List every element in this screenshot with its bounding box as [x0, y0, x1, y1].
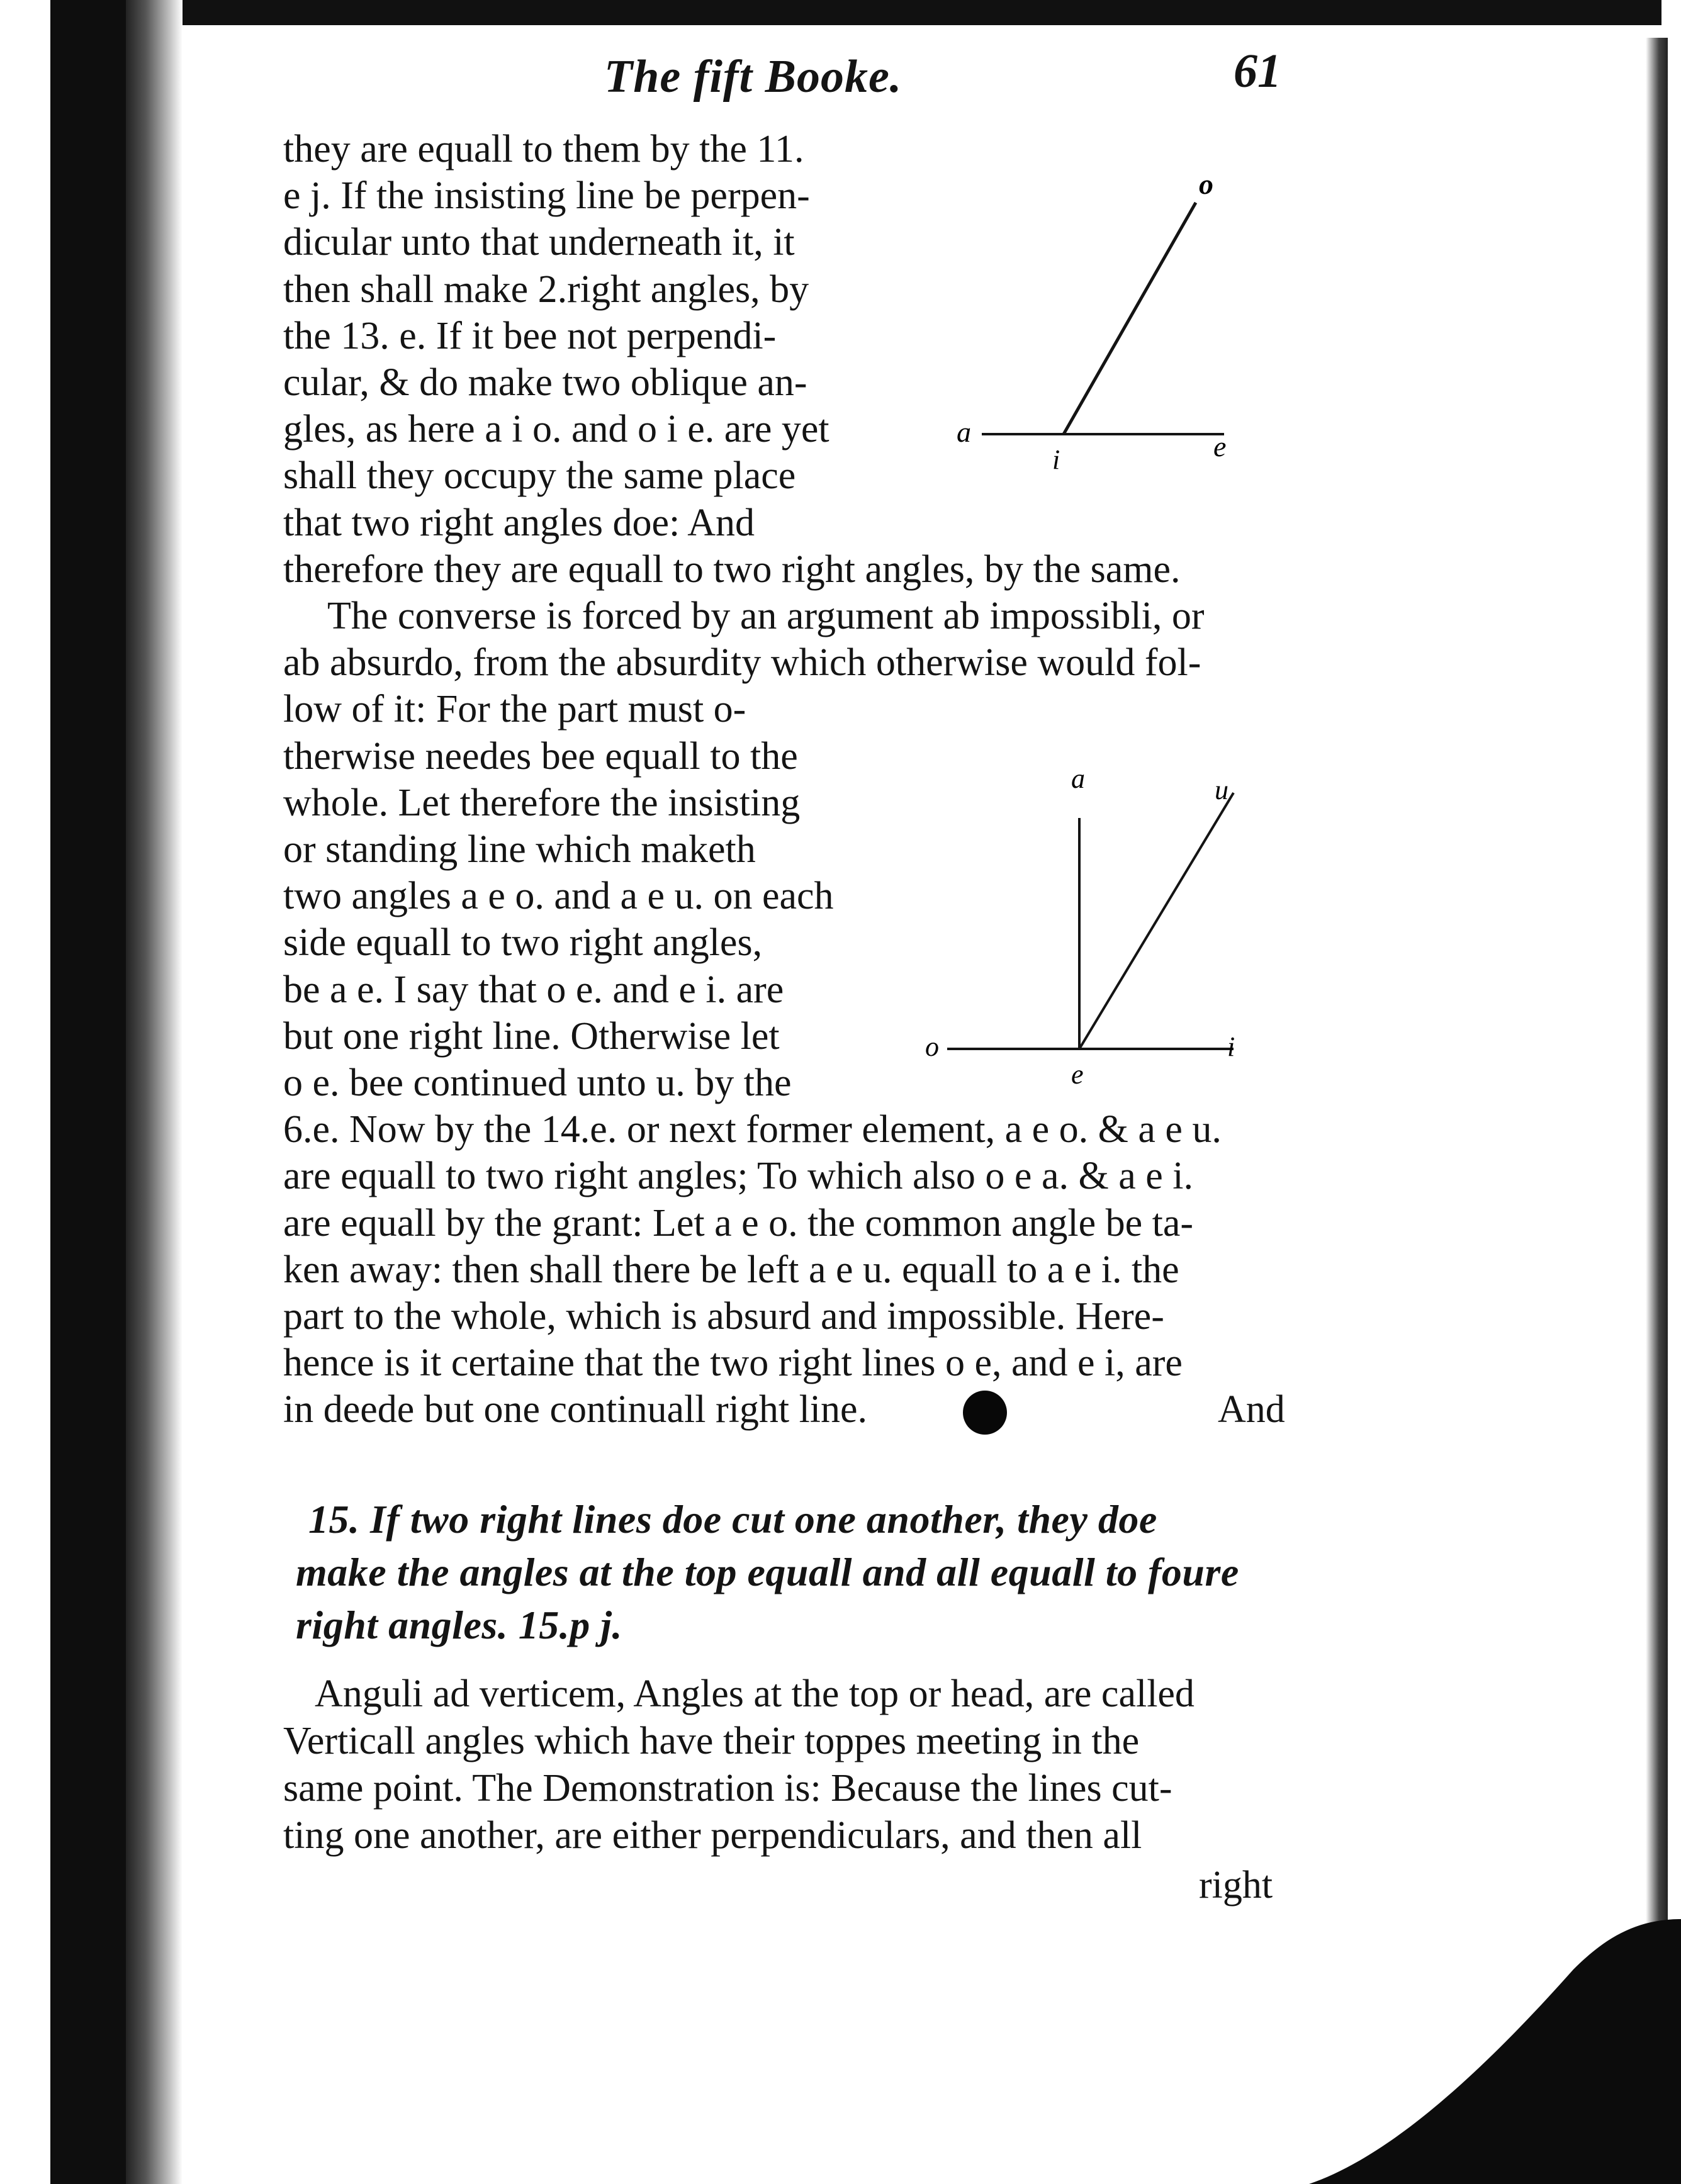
figure-2-label-u: u [1215, 775, 1228, 805]
text-line: the 13. e. If it bee not perpendi- [283, 314, 777, 357]
text-line: then shall make 2.right angles, by [283, 267, 809, 311]
scan-edge-left [50, 0, 126, 2184]
figure-1-label-a: a [957, 416, 971, 448]
figure-1-label-o: o [1199, 168, 1213, 200]
text-line: And [1218, 1388, 1285, 1431]
text-line: low of it: For the part must o- [283, 688, 746, 731]
text-line: e j. If the insisting line be perpen- [283, 174, 810, 218]
text-line: dicular unto that underneath it, it [283, 221, 795, 264]
proposition-line: make the angles at the top equall and all equall to foure [296, 1550, 1239, 1594]
text-line: are equall by the grant: Let a e o. the common angle be ta- [283, 1201, 1194, 1245]
text-line: are equall to two right angles; To which also o e a. & a e i. [283, 1155, 1193, 1198]
text-line: that two right angles doe: And [283, 501, 755, 544]
text-line: shall they occupy the same place [283, 454, 796, 498]
running-head: The fift Booke. [604, 51, 902, 103]
text-line: The converse is forced by an argument ab impossibli, or [327, 595, 1205, 637]
scan-edge-right [1646, 38, 1668, 2114]
figure-2-label-o: o [925, 1031, 939, 1062]
corner-shadow [1309, 1919, 1681, 2184]
figure-1-label-e: e [1213, 430, 1227, 462]
figure-2 [906, 755, 1309, 1095]
text-line: whole. Let therefore the insisting [283, 781, 801, 824]
figure-1-label-i: i [1052, 444, 1060, 475]
page-number: 61 [1234, 45, 1281, 98]
proposition-line: right angles. 15.p j. [296, 1603, 623, 1647]
text-line: or standing line which maketh [283, 828, 756, 871]
commentary-line: ting one another, are either perpendiculars, and then all [283, 1814, 1142, 1857]
text-line: therwise needes bee equall to the [283, 734, 798, 778]
text-line: in deede but one continuall right line. [283, 1388, 868, 1431]
text-line: but one right line. Otherwise let [283, 1014, 780, 1058]
text-line: they are equall to them by the 11. [283, 128, 804, 171]
commentary-line: right [1199, 1864, 1273, 1907]
ink-blot [963, 1391, 1007, 1435]
proposition-line: 15. If two right lines doe cut one another, they doe [308, 1497, 1157, 1542]
text-line: two angles a e o. and a e u. on each [283, 875, 834, 918]
text-line: therefore they are equall to two right angles, by the same. [283, 547, 1181, 591]
figure-1 [906, 151, 1309, 503]
scan-edge-top [50, 0, 1661, 25]
text-line: part to the whole, which is absurd and impossible. Here- [283, 1295, 1164, 1338]
text-line: 6.e. Now by the 14.e. or next former element, a e o. & a e u. [283, 1108, 1222, 1151]
figure-2-label-a: a [1071, 763, 1085, 794]
commentary-line: Verticall angles which have their toppes meeting in the [283, 1720, 1140, 1762]
scan-edge-shadow [126, 0, 183, 2184]
commentary-line: same point. The Demonstration is: Because the lines cut- [283, 1767, 1172, 1810]
figure-2-label-e: e [1071, 1059, 1084, 1090]
text-line: ab absurdo, from the absurdity which otherwise would fol- [283, 641, 1201, 685]
figure-2-label-i: i [1227, 1031, 1235, 1062]
text-line: hence is it certaine that the two right lines o e, and e i, are [283, 1341, 1183, 1385]
commentary-line: Anguli ad verticem, Angles at the top or head, are called [315, 1672, 1195, 1715]
text-line: be a e. I say that o e. and e i. are [283, 968, 784, 1011]
text-line: cular, & do make two oblique an- [283, 361, 807, 404]
text-line: side equall to two right angles, [283, 921, 763, 965]
text-line: o e. bee continued unto u. by the [283, 1061, 792, 1104]
text-line: gles, as here a i o. and o i e. are yet [283, 408, 829, 451]
text-line: ken away: then shall there be left a e u. equall to a e i. the [283, 1248, 1179, 1291]
